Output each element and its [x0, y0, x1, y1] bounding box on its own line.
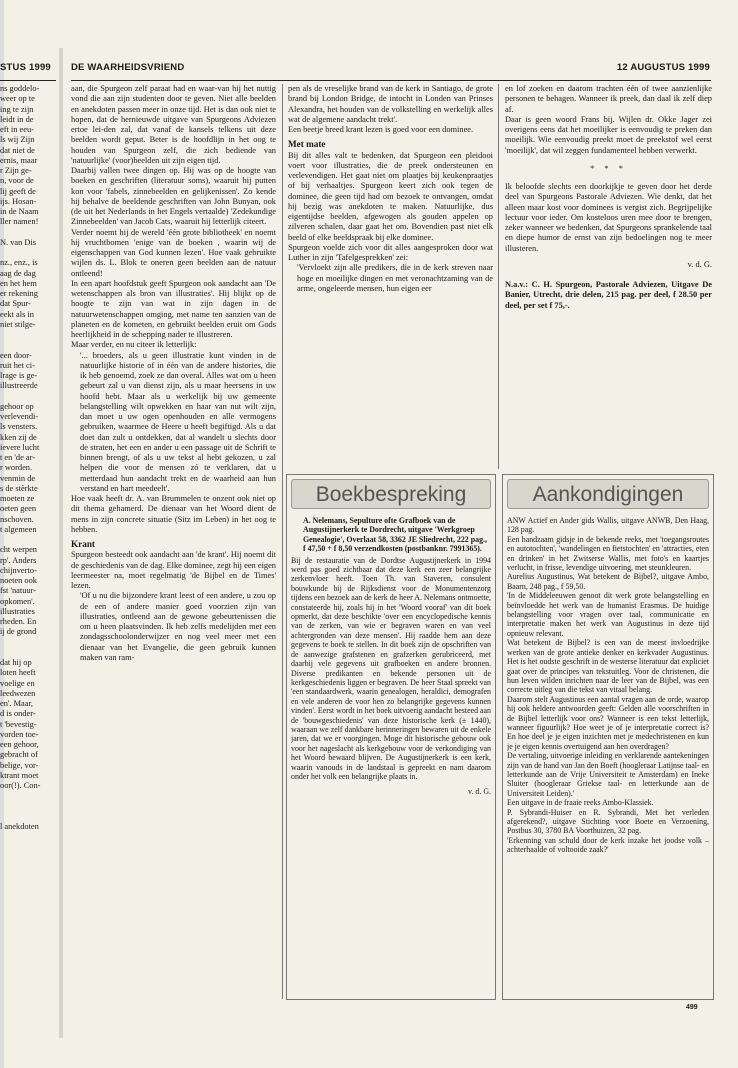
edge-line: leedwezen [0, 688, 36, 698]
edge-line: nz., enz., is [0, 258, 38, 268]
edge-line: ns goddelo- [0, 84, 40, 93]
edge-line: ls vensters. [0, 422, 38, 432]
quote-paragraph: '... broeders, als u geen illustratie kunt vinden in de natuurlijke historie of in één van de andere histories, die ik heb genoemd, zoek ze dan overal. Alles wat om u heen gebeurt zal u van dienst zijn, als u maar heersens in uw hoofd hebt. Maar als u werkelijk bij uw gemeente belangstelling wilt opwekken en haar van nut wilt zijn, dan moet u uw ogen openhouden en alle vermogens gebruiken, waarmee de Heere u heeft begiftigd. Als u dat doet dan zult u ontdekken, dat al wandelt u slechts door de straten, het een en ander u een passage uit de Schrift te binnen brengt, of als u uw tekst al hebt gekozen, u zal helpen die voor de mensen zó te verklaren, dat u metterdaad hun aandacht trekt en de waarheid aan hun verstand en hart meedeelt'. [80, 350, 276, 493]
issue-date: 12 AUGUSTUS 1999 [616, 62, 710, 73]
edge-line: cht werpen [0, 545, 37, 555]
edge-line [0, 802, 56, 812]
edge-line: ijs. Hosan- [0, 196, 37, 206]
edge-line: rp'. Anders [0, 555, 37, 565]
edge-line [0, 340, 56, 350]
prev-header-rule [0, 80, 56, 81]
announcement-paragraph: P. Sybrandi-Huiser en R. Sybrandi, Met het verleden afgerekend?, uitgave Stichting voor Boete en Verzoening, Postbus 30, 3780 BA Voorthuizen, 32 pag. [507, 807, 709, 836]
edge-line: ij de grond [0, 627, 37, 637]
quote-paragraph: 'Of u nu die bijzondere krant leest of een andere, u zou op de een of andere manier goed voorzien zijn van illustraties, ontleend aan de gewone gebeurtenissen die om u heen plaatsvinden. Ik heb zelfs medelijden met een zondagsschoolonderwijzer en nog veel meer met een dienaar van het Evangelie, die geen gebruik kunnen maken van ram- [80, 591, 276, 662]
edge-line: ruit het ci- [0, 360, 35, 370]
paragraph: Spurgeon besteedt ook aandacht aan 'de krant'. Hij noemt dit de geschiedenis van de dag. Elke dominee, zegt hij een eigen leermeester na, moet regelmatig 'de Bijbel en de Times' lezen. [71, 550, 276, 590]
edge-line [0, 791, 56, 801]
review-signature: v. d. G. [468, 787, 491, 797]
edge-line [0, 392, 56, 402]
edge-line: gebracht of [0, 750, 38, 760]
edge-line: s de stèrkte [0, 483, 38, 493]
edge-line: weer op te [0, 94, 35, 104]
paragraph: aan, die Spurgeon zelf paraat had en waar-van hij het nuttig vond die aan zijn studenten door te geven. Niet alle beelden en anekdoten passen meer in onze tijd. Het is dan ook niet te hopen, dat de hernieuwde uitgave van Spurgeons Adviezen ertoe lei-den zal, dat vanaf de kansels telkens uit deze beelden wordt geput. Beter is de hoofdlijn in het oog te houden van Spurgeon zelf, die zich bediende van 'natuurlijke' (voor)beelden uit zijn eigen tijd. [71, 84, 276, 165]
edge-line [0, 812, 56, 822]
paragraph: In een apart hoofdstuk geeft Spurgeon ook aandacht aan 'De wetenschappen als bron van illustraties'. Hij blijkt op de hoogte te zijn van wat in zijn dagen in de natuurwetenschappen omging, met name ten aanzien van de planeten en de kometen, en gebruikt beelden eruit om Gods heerlijkheid in de schepping nader te illustreren. [71, 278, 276, 339]
edge-line: moeten ze [0, 494, 35, 503]
edge-line: fst 'natuur- [0, 586, 36, 596]
edge-line: ernis, maar [0, 155, 38, 165]
paragraph: Een beetje breed krant lezen is goed voor een dominee. [288, 125, 474, 134]
book-reference: N.a.v.: C. H. Spurgeon, Pastorale Adviezen, Uitgave De Banier, Utrecht, drie delen, 215 pag. per deel, f 28.50 per deel, per set f 75,-. [505, 280, 712, 310]
edge-line: dat niet de [0, 145, 35, 155]
announcement-paragraph: Aurelius Augustinus, Wat betekent de Bijbel?, uitgave Ambo, Baarn, 248 pag., f 59,50. [507, 572, 709, 591]
edge-line: ls wij Zijn [0, 135, 35, 145]
edge-line: dat hij op [0, 658, 32, 667]
edge-line [0, 248, 56, 258]
edge-line: oor(!). Con- [0, 781, 41, 790]
paragraph: Daarbij vallen twee dingen op. Hij was op de hoogte van boeken en geschriften (literatuur soms), waaruit hij putten kon voor 'fabels, zinnebeelden en gelijkenissen'. Zo kende hij behalve de beeldende geschriften van John Bunyan, ook (de uit het Nederlands in het Engels vertaalde) 'Zedekundige Zinnebeelden' van Jacob Cats, waaruit hij letterlijk citeert. [71, 166, 276, 227]
edge-line: oeten geen [0, 504, 37, 514]
announcement-paragraph: Een handzaam gidsje in de bekende reeks, met 'toegangsroutes en autotochten', 'wandelingen en fietstochten' en 'attracties, eten en drinken' in het Zwitserse Wallis, met foto's en kaartjes verlucht, in frisse, levendige uitvoering, met steunkleuren. [507, 534, 709, 573]
edge-line [0, 535, 56, 545]
prev-page-column [0, 84, 56, 832]
edge-line: nschoven. [0, 514, 34, 524]
edge-line: N. van Dis [0, 237, 37, 247]
edge-line: r worden. [0, 463, 33, 473]
announcement-paragraph: De vertaling, uitvoerige inleiding en verklarende aantekeningen zijn van de hand van Jan den Boeft (hoogleraar Latijnse taal- en letterkunde aan de Vrije Universiteit te Amsterdam) en Ineke Sluiter (hoogleraar Griekse taal- en letterkunde aan de Universiteit Leiden).' [507, 751, 709, 798]
edge-line: r Zijn ge- [0, 166, 32, 175]
edge-line: l anekdoten [0, 822, 39, 831]
review-bibliography: A. Nelemans, Sepulture ofte Grafboek van de Augustijnerkerk te Dordrecht, uitgave 'Werkgroep Genealogie', Overlaat 58, 3362 JE Sliedrecht, 222 pag., f 47,50 + f 8,50 verzendkosten (postbanknr. 7991365). [303, 516, 487, 554]
paragraph: pen als de vreselijke brand van de kerk in Santiago, de grote brand bij London Bridge, de intocht in Londen van Prinses Alexandra, het houden van de volkstelling en werkelijk alles wat de algemene aandacht trekt'. [288, 84, 493, 124]
edge-line: ievere lucht [0, 442, 40, 452]
page-gutter [59, 48, 63, 1038]
announcements-heading: Aankondigingen [507, 479, 709, 509]
edge-line: ing te zijn [0, 104, 34, 114]
edge-line [0, 330, 56, 340]
page-number: 499 [686, 1004, 698, 1011]
announcement-paragraph: Daarom stelt Augustinus een aantal vragen aan de orde, waarop hij ook heldere antwoorden geeft: Gelden alle voorschriften in de Bijbel letterlijk voor ons? Wanneer is een tekst letterlijk, wanneer figuurlijk? Hoe weet je of je interpretatie correct is? En hoe deel je je eigen inzichten met je medechristenen en kun je je eigen kennis overtuigend aan hen overdragen? [507, 694, 709, 751]
edge-line: illustreerde [0, 381, 38, 391]
announcement-paragraph: 'In de Middeleeuwen genoot dit werk grote belangstelling en beïnvloedde het werk van de humanist Erasmus. De huidige belangstelling voor vragen over taal, communicatie en interpretatie maken het werk van Augustinus in deze tijd opnieuw relevant. [507, 591, 709, 638]
edge-line: chijnverto- [0, 565, 37, 575]
review-heading: Boekbespreking [291, 479, 491, 509]
edge-line: loten heeft [0, 668, 36, 678]
edge-line: t en 'de ar- [0, 453, 36, 462]
announcement-paragraph: Wat betekent de Bijbel? is een van de meest invloedrijke werken van de grote antieke denker en kerkvader Augustinus. Het is het oudste geschrift in de westerse literatuur dat expliciet gaat over de principes van tekstuitleg. Voor de christenen, die hun leven wilden inrichten naar de leer van de Bijbel, was een correcte uitleg van die tekst van vitaal belang. [507, 638, 709, 695]
announcements-text [507, 516, 709, 996]
edge-line: verlevendi- [0, 412, 39, 421]
edge-line: t algemeen [0, 524, 37, 534]
edge-line: lij geeft de [0, 186, 36, 196]
paragraph: en lof zoeken en daarom trachten één of twee aanzienlijke personen te behagen. Wanneer ik preek, dan daal ik zelf diep af. [505, 84, 712, 114]
edge-line: n, voor de [0, 176, 34, 186]
subheading: Met mate [288, 139, 326, 150]
header-rule [71, 80, 711, 81]
edge-line: in de Naam [0, 207, 39, 216]
quote-paragraph: 'Vervloekt zijn alle predikers, die in de kerk streven naar hoge en moeilijke dingen en met veronachtzaming van de arme, ongeleerde mensen, hun eigen eer [297, 263, 493, 293]
edge-line [0, 228, 56, 238]
paragraph: Hoe vaak heeft dr. A. van Brummelen te onzent ook niet op dit thema gehamerd. De dienaar van het Woord dient de mens in zijn concrete situatie (Sitz im Leben) in het oog te hebben. [71, 494, 276, 534]
column-divider-1 [282, 84, 283, 999]
edge-line: gehoor op [0, 401, 34, 411]
edge-line: en'. Maar, [0, 699, 34, 708]
edge-line: eekt als in [0, 309, 34, 319]
edge-line: er rekening [0, 289, 38, 298]
author-signature: v. d. G. [687, 259, 712, 269]
paragraph: Ik beloofde slechts een doorkijkje te geven door het derde deel van Spurgeons Pastorale Adviezen. Wie denkt, dat het alleen maar kost voor dominees is vergist zich. Begrijpelijke lectuur voor ieder. Om kosteloos uren mee door te brengen, zeker wanneer we bedenken, dat Spurgeons sprankelende taal en diepe humor de ernst van zijn bedoelingen nog te meer illusteren. [505, 182, 712, 253]
edge-line [0, 638, 56, 648]
announcement-paragraph: ANW Actief en Ander gids Wallis, uitgave ANWB, Den Haag, 128 pag. [507, 516, 709, 535]
announcement-paragraph: Een uitgave in de fraaie reeks Ambo-Klassiek. [507, 798, 654, 808]
paragraph: Spurgeon voelde zich voor dit alles aangesproken door wat Luther in zijn 'Tafelgesprekken' zei: [288, 242, 493, 262]
edge-line: voelige en [0, 678, 35, 688]
edge-line: belige, vor- [0, 760, 39, 770]
edge-line: illustraties [0, 606, 35, 616]
edge-line: leidt in de [0, 114, 34, 124]
edge-line: d is onder- [0, 709, 36, 719]
column-divider-2 [498, 84, 499, 469]
edge-line: venmin de [0, 473, 36, 483]
publication-title: DE WAARHEIDSVRIEND [71, 62, 185, 73]
prev-page-header: STUS 1999 [0, 62, 51, 73]
edge-line: rheden. En [0, 617, 37, 626]
subheading: Krant [71, 539, 95, 549]
edge-line: noeten ook [0, 576, 37, 585]
edge-line: en het hem [0, 278, 37, 288]
edge-line [0, 648, 56, 658]
edge-line: vorden toe- [0, 729, 39, 739]
edge-line: eft in eeu- [0, 125, 34, 134]
article-column-2 [288, 84, 493, 469]
edge-line: ller namen! [0, 217, 39, 227]
article-column-1 [71, 84, 276, 999]
edge-line: ktrant moet [0, 770, 39, 780]
announcement-paragraph: 'Erkenning van schuld door de kerk inzake het joodse volk – achterhaalde of voltooide zaak?' [507, 835, 709, 855]
edge-line: aag de dag [0, 268, 36, 278]
edge-line: opkomen'. [0, 596, 35, 606]
review-paragraph: Bij de restauratie van de Dordtse Augustijnerkerk in 1994 werd pas goed zichtbaar dat deze kerk een zeer belangrijke zerkenvloer heeft. Toen Th. van Staveren, consulent bouwkunde bij de Rijksdienst voor de Monumentenzorg tijdens een bezoek aan de kerk de heer A. Nelemans ontmoette, constateerde hij, zoals hij in het 'Woord vooraf' van dit boek opmerkt, dat deze beschikte 'over een encyclopedische kennis van de zerken, van wie er begraven waren en van veel achtergronden van deze mensen'. Hij raadde hem aan deze gegevens te boek te stellen. In dit boek zijn de opschriften van de aanwezige grafstenen en grafzerken gerubriceerd, met daarbij vele gegevens uit grafboeken en andere bronnen. Diverse predikanten en bekende personen uit de kerkgeschiedenis liggen er begraven. De heer Staal spreekt van 'een standaardwerk, waarin genealogen, heraldici, demografen en vele anderen de voor hen zo belangrijke gegevens kunnen vinden'. Eerst wordt in het boek uitvoerig aandacht besteed aan de 'bouwgeschiedenis' van deze historische kerk (± 1440), waaraan we zelf dankbare herinneringen bewaren uit de enkele jaren, dat we er voorgingen. Moge dit historische gebouw ook voor het nageslacht als kerkgebouw voor de verkondiging van het Woord bewaard blijven. De Augustijnerkerk is een kerk, waarin vanouds in de landstaal is gepreekt en nam daarom onder het volk een belangrijke plaats in. [291, 555, 491, 781]
edge-line: dat Spur- [0, 299, 31, 309]
section-separator: * * * [590, 163, 627, 173]
review-text [291, 516, 491, 996]
paragraph: Verder noemt hij de wereld 'één grote bibliotheek' en noemt hij vruchtbomen 'enige van de boeken , waarin wij de eigenschappen van God kunnen lezen'. Hoe vaak gebruikte wijlen ds. L. Blok te oneren geen beelden aan de natuur ontleend! [71, 227, 276, 278]
edge-line: kken zij de [0, 432, 37, 442]
edge-line: lrage is ge- [0, 371, 38, 380]
edge-line: niet stilge- [0, 319, 36, 329]
article-column-3 [505, 84, 712, 469]
paragraph: Maar verder, en nu citeer ik letterlijk: [71, 340, 197, 350]
edge-line: een gehoor, [0, 740, 39, 749]
edge-line: t 'bevestig- [0, 719, 37, 729]
edge-line: een door- [0, 350, 32, 360]
paragraph: Daar is geen woord Frans bij. Wijlen dr. Okke Jager zei overigens eens dat het moeilijker is eenvoudig te preken dan moeilijk. Wie eenvoudig preekt moet de preekstof wel eerst 'moeilijk', dat wil zeggen fundamenteel hebben verwerkt. [505, 114, 712, 155]
paragraph: Bij dit alles valt te bedenken, dat Spurgeon een pleidooi voert voor illustraties, die de preek ondersteunen en verlevendigen. Het gaat niet om plaatjes bij keukenpraatjes of bij verhaaltjes. Spurgeon keert zich ook tegen de dominee, die geen tijd had om bezoek te ontvangen, omdat hij bezig was anekdoten te maken. Natuurlijke, dus eigentijdse beelden, afgewogen als gouden appelen op zilveren schalen, daar gaat het om. Bovendien past niet elk beeld of elke beeldspraak bij elke dominee. [288, 150, 493, 242]
